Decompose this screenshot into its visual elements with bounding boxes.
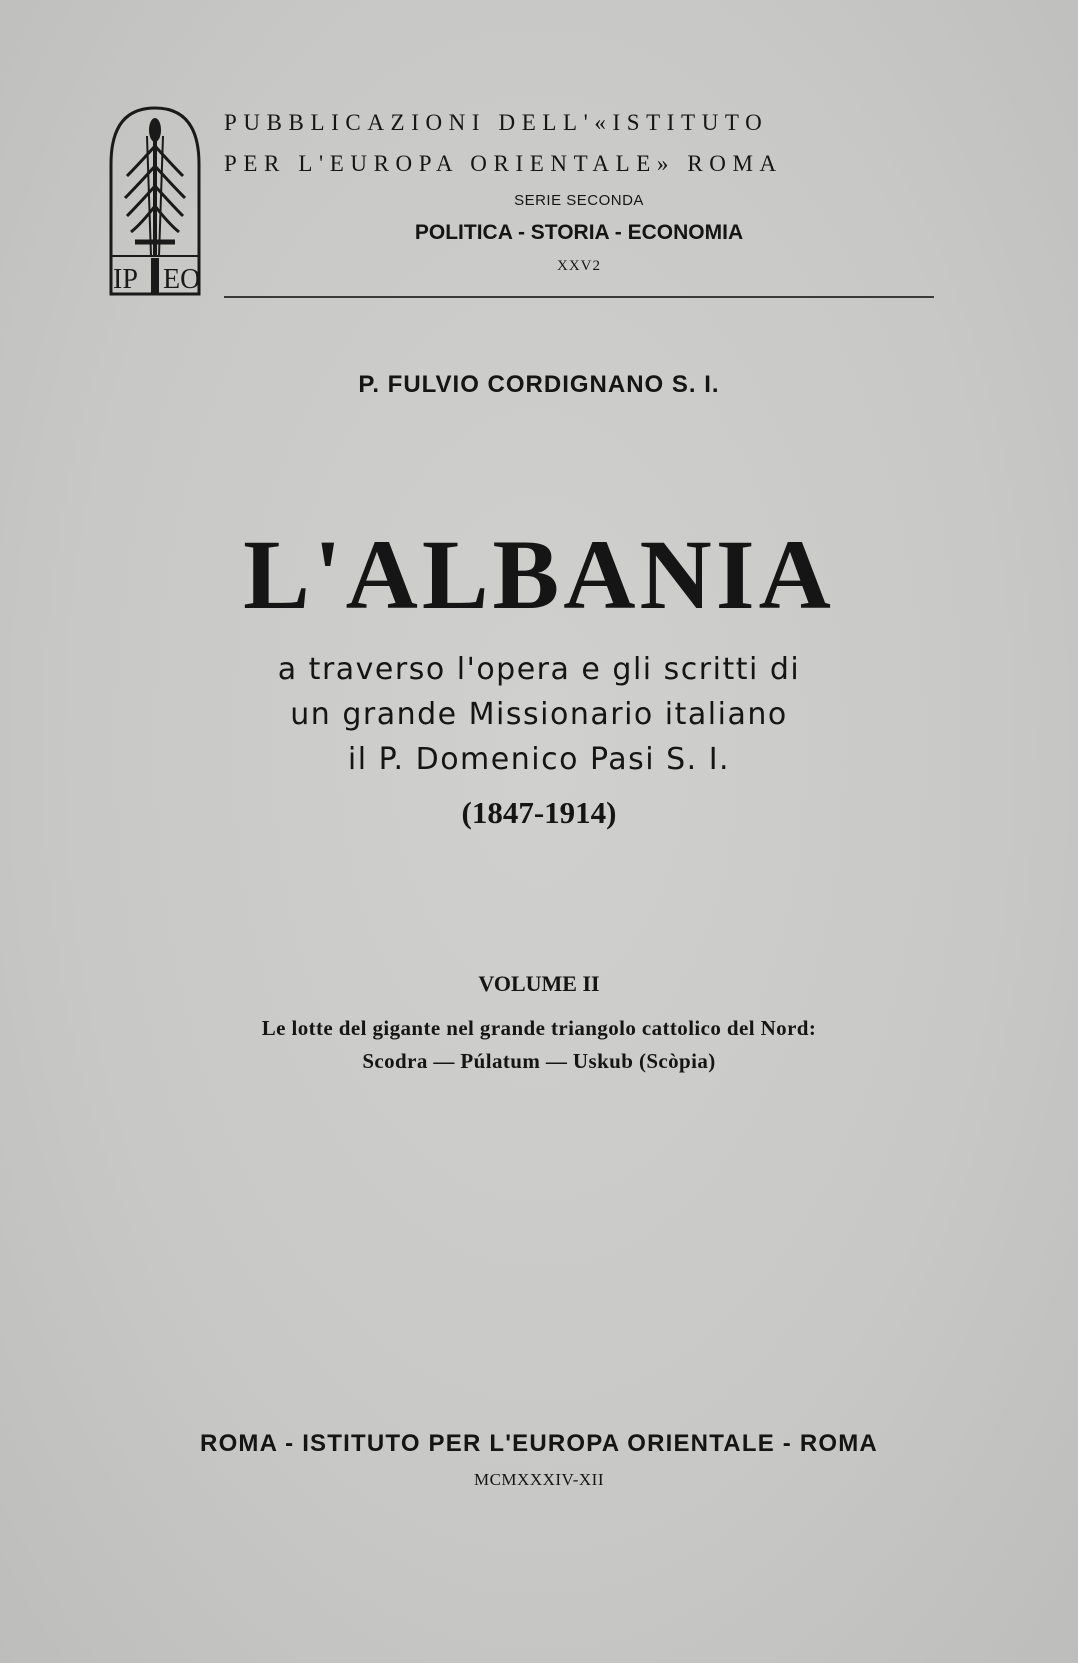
volume-label: VOLUME II <box>478 971 600 996</box>
series-label: SERIE SECONDA <box>514 192 644 209</box>
svg-text:EO: EO <box>163 264 201 295</box>
series-area: POLITICA - STORIA - ECONOMIA <box>414 221 744 244</box>
volume-description-line-2: Scodra — Púlatum — Uskub (Scòpia) <box>362 1049 716 1073</box>
header-divider <box>224 296 934 298</box>
imprint-publisher: ROMA - ISTITUTO PER L'EUROPA ORIENTALE - ROMA <box>200 1430 878 1457</box>
series-publisher-line-1: PUBBLICAZIONI DELL'«ISTITUTO <box>224 110 769 135</box>
series-publisher-line-2: PER L'EUROPA ORIENTALE» ROMA <box>224 151 783 176</box>
subtitle-line-3: il P. Domenico Pasi S. I. <box>347 742 731 777</box>
svg-text:IP: IP <box>113 264 138 295</box>
ipeo-logo-icon <box>107 106 203 298</box>
book-title: L'ALBANIA <box>243 519 835 630</box>
series-number: XXV2 <box>557 258 601 274</box>
subtitle-line-1: a traverso l'opera e gli scritti di <box>277 652 801 687</box>
volume-description-line-1: Le lotte del gigante nel grande triangolo cattolico del Nord: <box>261 1016 817 1040</box>
imprint-year: MCMXXXIV-XII <box>473 1470 605 1489</box>
subtitle-dates: (1847-1914) <box>461 795 617 830</box>
author-name: P. FULVIO CORDIGNANO S. I. <box>358 371 720 398</box>
subtitle-line-2: un grande Missionario italiano <box>290 697 788 732</box>
